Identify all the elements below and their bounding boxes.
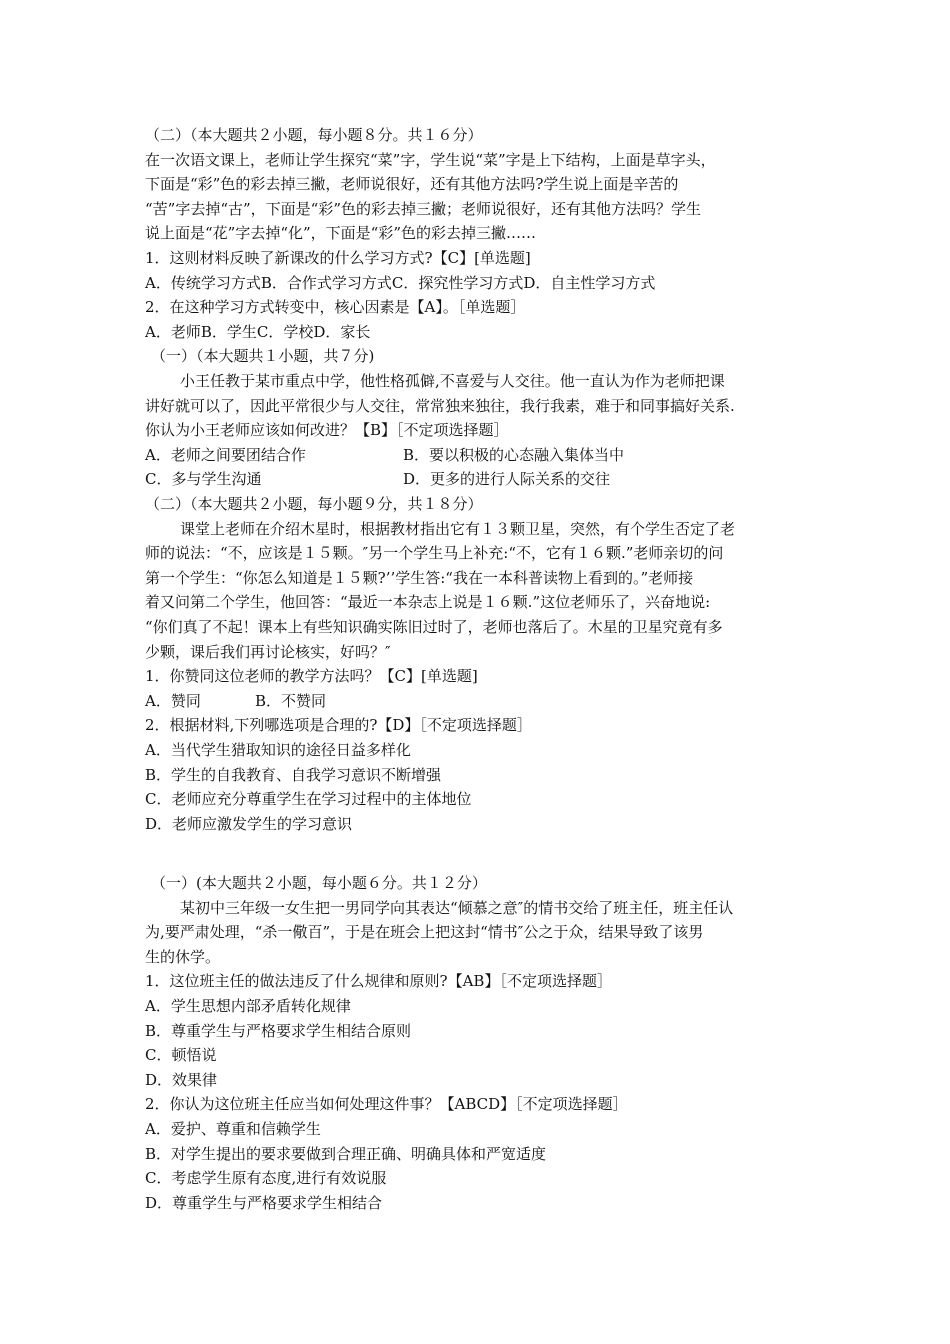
option-b: B．对学生提出的要求要做到合理正确、明确具体和严宽适度 [145, 1144, 547, 1163]
section-3-material-line: 课堂上老师在介绍木星时，根据教材指出它有１３颗卫星，突然，有个学生否定了老 [180, 519, 736, 538]
section-1-material-line: 下面是“彩”色的彩去掉三撇，老师说很好，还有其他方法吗?学生说上面是辛苦的 [145, 175, 679, 194]
section-2-options-row [145, 443, 815, 468]
section-1-question-2-options: A．老师B．学生C．学校D．家长 [145, 322, 371, 341]
option-a: A．学生思想内部矛盾转化规律 [145, 996, 351, 1015]
section-4-material-line: 生的休学。 [145, 947, 221, 966]
section-2-material-line: 小王任教于某市重点中学，他性格孤僻,不喜爱与人交往。他一直认为作为老师把课 [180, 371, 725, 390]
section-3-material-line: 少颗，课后我们再讨论核实，好吗？″ [145, 642, 391, 661]
section-1-material-line: “苦”字去掉“古”，下面是“彩”色的彩去掉三撇；老师说很好，还有其他方法吗？学生 [145, 199, 702, 218]
option-b: B．学生的自我教育、自我学习意识不断增强 [145, 765, 442, 784]
section-3-header: （二）（本大题共２小题，每小题９分，共１８分） [145, 495, 483, 513]
option-a: A．爱护、尊重和信赖学生 [145, 1119, 321, 1138]
section-1-header: （二）（本大题共２小题，每小题８分。共１６分） [145, 126, 483, 144]
section-2-header: （一）（本大题共１小题，共７分) [151, 347, 375, 366]
section-1-question-2: 2．在这种学习方式转变中，核心因素是【A】。［单选题］ [145, 298, 526, 317]
option-d: D．尊重学生与严格要求学生相结合 [145, 1193, 383, 1212]
option-d: D．更多的进行人际关系的交往 [403, 470, 611, 489]
section-2-material-line: 你认为小王老师应该如何改进？【B】［不定项选择题］ [145, 421, 509, 440]
option-d: D．老师应激发学生的学习意识 [145, 814, 353, 833]
option-c: C．多与学生沟通 [145, 470, 262, 489]
section-4-material-line: 某初中三年级一女生把一男同学向其表达“倾慕之意″的情书交给了班主任，班主任认 [180, 898, 734, 917]
section-4-header: （一）(本大题共２小题，每小题６分。共１２分） [151, 874, 487, 892]
section-1-material-line: 在一次语文课上，老师让学生探究“菜”字，学生说“菜”字是上下结构，上面是草字头， [145, 150, 716, 169]
section-2-options-row [145, 467, 815, 492]
option-a: A．赞同 [145, 691, 201, 710]
section-1 [145, 123, 815, 344]
section-4-material-line: 为,要严肃处理，“杀一儆百”，于是在班会上把这封“情书″公之于众，结果导致了该男 [145, 923, 704, 942]
option-b: B．尊重学生与严格要求学生相结合原则 [145, 1021, 412, 1040]
section-1-question-1-options: A．传统学习方式B．合作式学习方式C．探究性学习方式D．自主性学习方式 [145, 273, 656, 292]
option-a: A．当代学生猎取知识的途径日益多样化 [145, 740, 411, 759]
option-b: B．不赞同 [255, 691, 327, 710]
section-3 [145, 492, 815, 836]
section-1-question-1: 1．这则材料反映了新课改的什么学习方式?【C】[单选题] [145, 248, 531, 267]
section-2 [145, 344, 815, 492]
section-3-question-1: 1．你赞同这位老师的教学方法吗？【C】[单选题] [145, 667, 478, 686]
section-3-question-2: 2．根据材料,下列哪选项是合理的?【D】［不定项选择题］ [145, 716, 532, 735]
section-3-material-line: 第一个学生：“你怎么知道是１５颗?’’学生答:“我在一本科普读物上看到的。”老师接 [145, 568, 694, 587]
section-4-question-1: 1．这位班主任的做法违反了什么规律和原则?【AB】［不定项选择题］ [145, 972, 612, 991]
option-c: C．老师应充分尊重学生在学习过程中的主体地位 [145, 790, 472, 809]
section-3-material-line: 师的说法：“不，应该是１５颗。″另一个学生马上补充:“不，它有１６颗.”老师亲切的问 [145, 544, 724, 563]
option-a: A．老师之间要团结合作 [145, 445, 306, 464]
option-c: C．顿悟说 [145, 1046, 217, 1065]
section-4 [145, 871, 815, 1215]
section-3-material-line: “你们真了不起！课本上有些知识确实陈旧过时了，老师也落后了。木星的卫星究竟有多 [145, 617, 723, 636]
section-1-material-line: 说上面是“花”字去掉“化”，下面是“彩”色的彩去掉三撇…… [145, 224, 537, 243]
section-2-material-line: 讲好就可以了，因此平常很少与人交往，常常独来独往，我行我素，难于和同事搞好关系. [145, 396, 735, 415]
section-3-question-1-options [145, 689, 815, 714]
section-3-material-line: 着又问第二个学生，他回答：“最近一本杂志上说是１６颗.”这位老师乐了，兴奋地说: [145, 593, 711, 612]
option-b: B．要以积极的心态融入集体当中 [403, 445, 625, 464]
option-d: D．效果律 [145, 1070, 218, 1089]
section-4-question-2: 2．你认为这位班主任应当如何处理这件事？【ABCD】［不定项选择题］ [145, 1095, 628, 1114]
option-c: C．考虑学生原有态度,进行有效说服 [145, 1169, 387, 1188]
